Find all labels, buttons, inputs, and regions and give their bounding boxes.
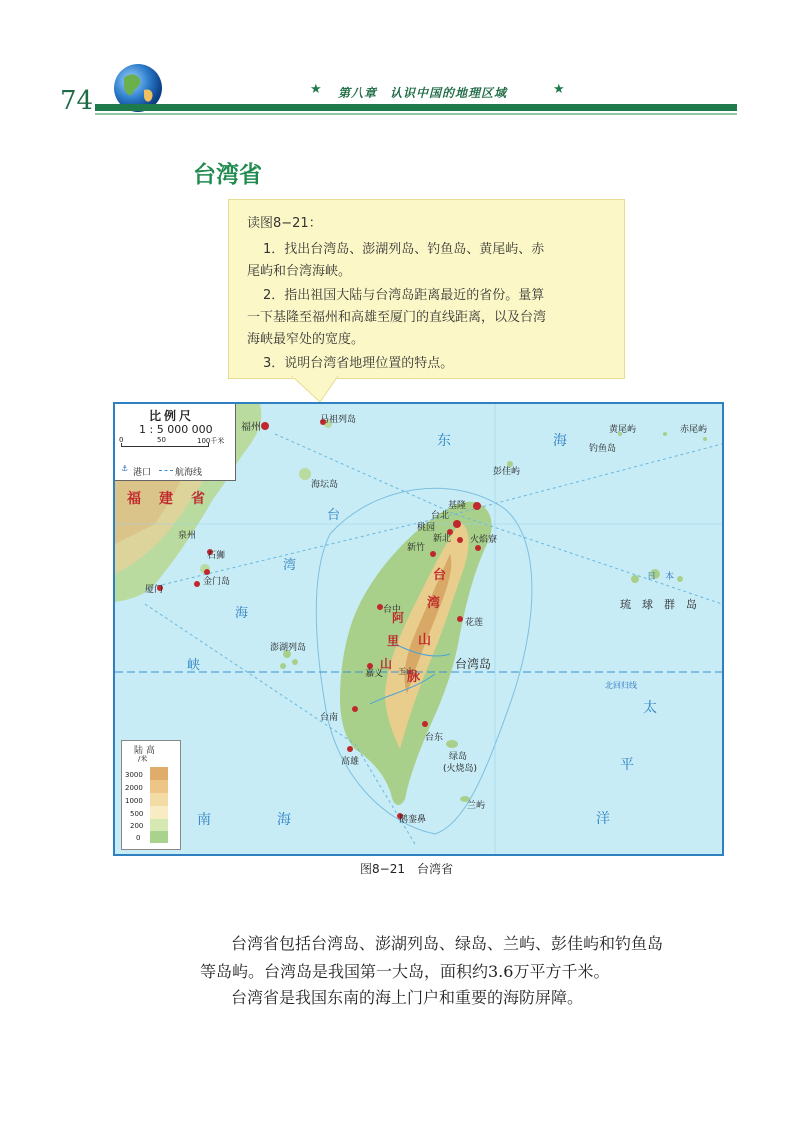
island-label: 钓鱼岛: [589, 444, 617, 454]
city-label: 台中: [383, 605, 402, 615]
elevation-swatch: [150, 806, 168, 819]
cape-label: 鹅銮鼻: [399, 815, 427, 825]
elevation-legend: [121, 740, 181, 850]
city-label: 嘉义: [365, 669, 384, 679]
ocean-label-pacific: 太: [643, 700, 657, 716]
island-label: 海坛岛: [311, 480, 339, 490]
chapter-title: 第八章 认识中国的地理区域: [338, 86, 508, 100]
activity-line: 2．指出祖国大陆与台湾岛距离最近的省份。量算: [263, 288, 545, 303]
island-label: 马祖列岛: [320, 415, 357, 425]
city-label: 厦门: [145, 585, 164, 595]
sea-label-south-sea: 南: [197, 812, 211, 828]
island-label: (火烧岛): [443, 764, 478, 774]
city-label: 桃园: [417, 523, 436, 533]
scale-tick: 100千米: [197, 437, 225, 445]
island-label-taiwan: 台湾岛: [455, 657, 492, 671]
elevation-tick: 500: [130, 810, 144, 818]
elevation-tick: 2000: [125, 784, 143, 792]
taiwan-map: [113, 402, 724, 856]
city-label: 台北: [431, 511, 450, 521]
island-label: 黄尾屿: [609, 425, 637, 435]
elevation-tick: 1000: [125, 797, 143, 805]
city-label: 石狮: [207, 551, 226, 561]
activity-line: 3．说明台湾省地理位置的特点。: [263, 356, 454, 371]
mountain-label: 湾: [427, 596, 441, 611]
scale-title: 比例尺: [149, 409, 195, 423]
island-label: 金门岛: [203, 577, 231, 587]
activity-line: 一下基隆至福州和高雄至厦门的直线距离，以及台湾: [247, 310, 547, 325]
sea-label-south-sea: 海: [277, 812, 291, 828]
route-line-swatch: [159, 470, 173, 471]
header-rule: [95, 113, 737, 115]
peak-label: 玉山: [398, 667, 414, 676]
country-label-japan: 日 本: [647, 572, 675, 582]
city-label: 新竹: [407, 543, 426, 553]
paragraph-line: 台湾省是我国东南的海上门户和重要的海防屏障。: [231, 988, 584, 1007]
paragraph-line: 等岛屿。台湾岛是我国第一大岛，面积约3.6万平方千米。: [200, 962, 610, 981]
elevation-swatch: [150, 793, 168, 806]
figure-caption: 图8−21 台湾省: [360, 862, 453, 876]
paragraph-line: 台湾省包括台湾岛、澎湖列岛、绿岛、兰屿、彭佳屿和钓鱼岛: [231, 934, 664, 953]
island-label: 澎湖列岛: [270, 643, 307, 653]
city-label: 新北: [433, 534, 452, 544]
elevation-tick: 0: [136, 834, 141, 842]
mountain-label: 里: [387, 634, 400, 648]
header-bar: [95, 104, 737, 111]
section-title: 台湾省: [193, 162, 262, 188]
city-label: 台东: [425, 733, 444, 743]
elevation-scale: [150, 767, 168, 843]
city-label: 基隆: [448, 501, 467, 511]
elevation-tick: 3000: [125, 771, 143, 779]
ocean-label-pacific: 洋: [596, 811, 610, 827]
scale-ratio: 1 : 5 000 000: [139, 423, 213, 436]
elevation-unit: /米: [138, 755, 148, 763]
island-label-ryukyu: 琉 球 群 岛: [620, 598, 697, 611]
tropic-label: 北回归线: [605, 681, 637, 690]
page-number: 74: [60, 86, 94, 116]
sea-label-east-sea: 东: [437, 433, 451, 449]
elevation-title: 陆 高: [134, 746, 155, 756]
scale-tick: 0: [119, 436, 124, 444]
province-label-fujian: 福 建 省: [127, 491, 207, 507]
city-label: 泉州: [178, 531, 197, 541]
scale-legend-box: [115, 404, 236, 481]
activity-line: 读图8−21：: [247, 216, 322, 231]
elevation-swatch: [150, 767, 168, 780]
island-label: 兰屿: [467, 801, 486, 811]
mountain-label: 山: [380, 657, 393, 671]
city-label: 台南: [320, 713, 339, 723]
star-icon: ★: [553, 82, 565, 97]
sea-label-taiwan-strait: 湾: [283, 558, 297, 573]
sea-label-east-sea: 海: [553, 433, 567, 449]
activity-line: 1．找出台湾岛、澎湖列岛、钓鱼岛、黄尾屿、赤: [263, 242, 545, 257]
sea-label-taiwan-strait: 海: [235, 606, 249, 621]
activity-line: 尾屿和台湾海峡。: [247, 264, 352, 279]
mountain-label: 脉: [407, 670, 421, 685]
island-label: 彭佳屿: [493, 467, 521, 477]
activity-line: 海峡最窄处的宽度。: [247, 332, 365, 347]
anchor-icon: ⚓: [121, 464, 129, 473]
callout-pointer: [290, 376, 340, 404]
mountain-label: 阿: [392, 611, 405, 625]
island-label: 绿岛: [449, 752, 468, 762]
elevation-swatch: [150, 780, 168, 793]
star-icon: ★: [310, 82, 322, 97]
mountain-label: 台: [433, 568, 447, 583]
elevation-swatch: [150, 819, 168, 831]
legend-port: 港口: [133, 468, 152, 478]
city-label: 花莲: [465, 618, 484, 628]
city-label: 高雄: [341, 757, 360, 767]
ocean-label-pacific: 平: [620, 757, 634, 773]
activity-box: [228, 199, 625, 379]
city-label: 福州: [241, 422, 261, 433]
scale-tick: 50: [157, 436, 166, 444]
mountain-label: 山: [418, 633, 432, 648]
sea-label-taiwan-strait: 台: [327, 508, 341, 523]
island-label: 赤尾屿: [680, 425, 708, 435]
legend-route: 航海线: [175, 468, 203, 478]
city-label: 火焰寮: [470, 535, 498, 545]
sea-label-taiwan-strait: 峡: [187, 658, 201, 673]
elevation-swatch: [150, 831, 168, 843]
elevation-tick: 200: [130, 822, 144, 830]
